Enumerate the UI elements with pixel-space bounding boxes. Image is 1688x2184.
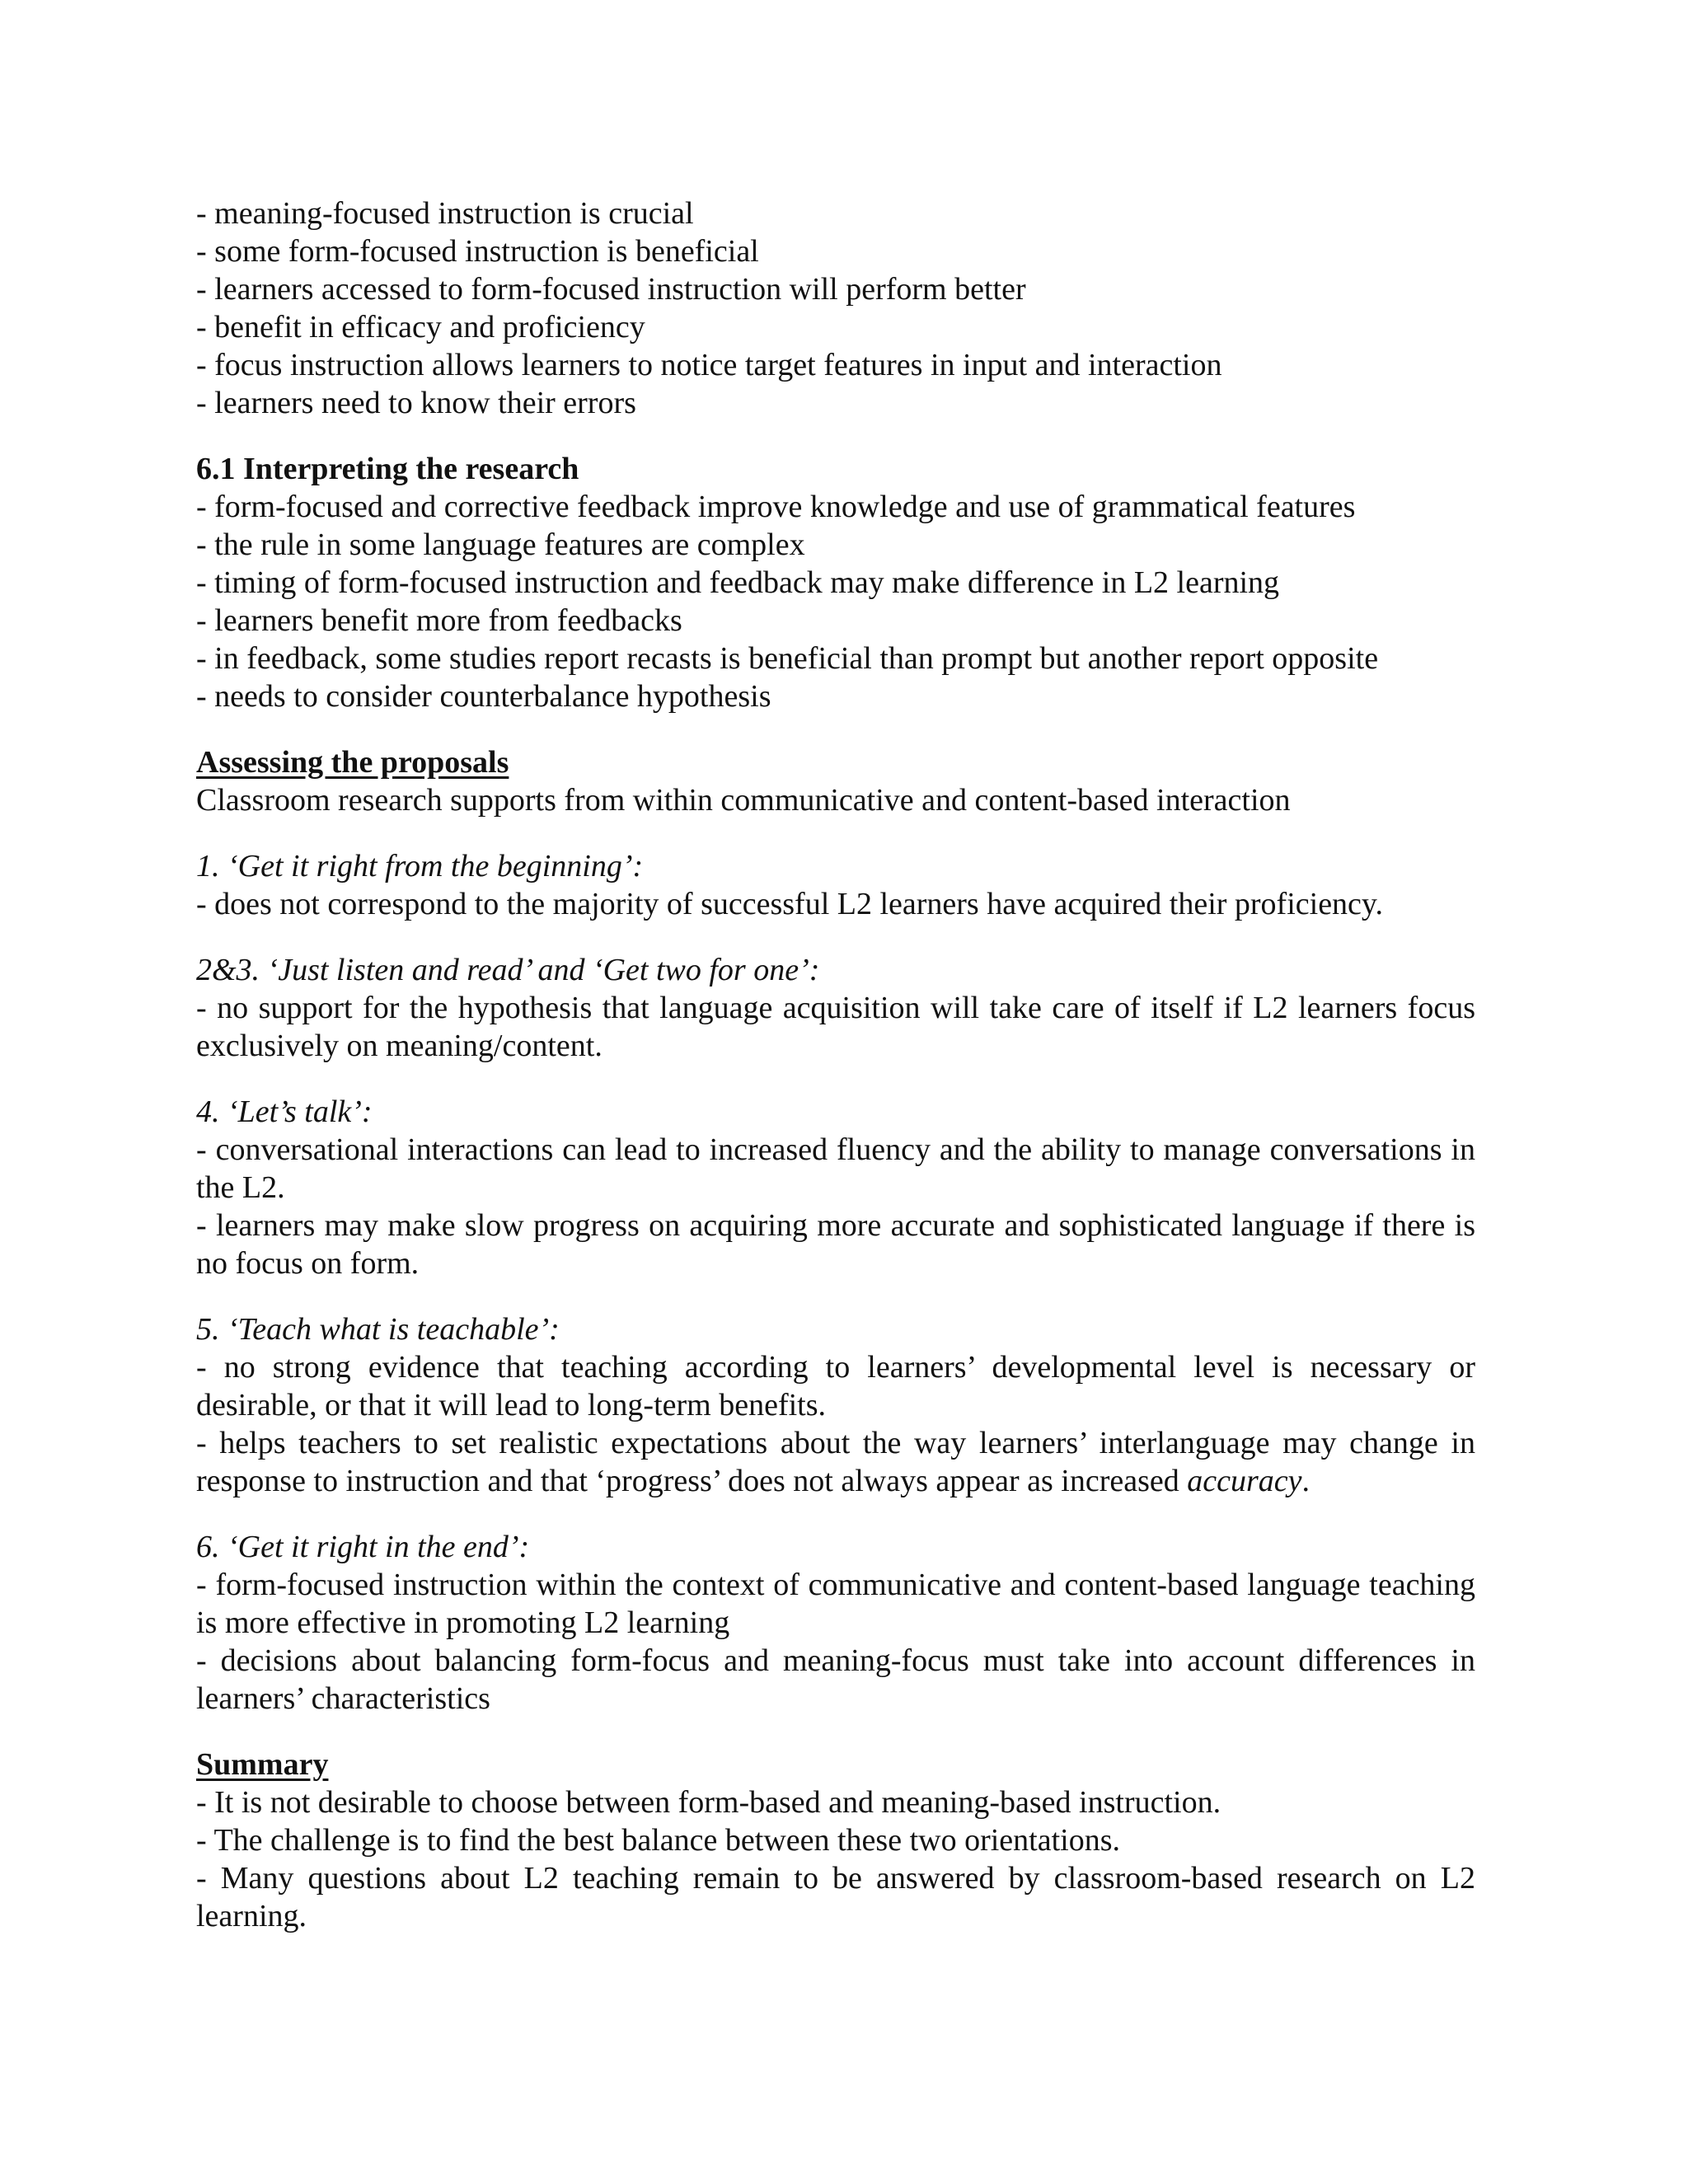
proposal-point: - form-focused instruction within the context of communicative and content-based language teaching is more effective in promoting L2 learning xyxy=(196,1568,1475,1640)
proposal-6 xyxy=(196,1528,1475,1718)
list-item: - The challenge is to find the best balance between these two orientations. xyxy=(196,1823,1120,1858)
list-item: - needs to consider counterbalance hypothesis xyxy=(196,679,771,714)
section-6-1 xyxy=(196,450,1475,715)
section-heading: Assessing the proposals xyxy=(196,745,509,780)
list-item: - in feedback, some studies report recasts is beneficial than prompt but another report opposite xyxy=(196,641,1379,676)
list-item: - benefit in efficacy and proficiency xyxy=(196,310,645,344)
list-item: - learners need to know their errors xyxy=(196,386,636,420)
list-item: - some form-focused instruction is beneficial xyxy=(196,234,759,269)
proposal-4 xyxy=(196,1093,1475,1282)
document-page xyxy=(196,194,1475,1935)
proposal-title: 5. ‘Teach what is teachable’: xyxy=(196,1312,560,1347)
list-item: - the rule in some language features are complex xyxy=(196,527,805,562)
proposal-point: - decisions about balancing form-focus and meaning-focus must take into account differences in learners’ characteristics xyxy=(196,1643,1475,1716)
proposal-point: - does not correspond to the majority of successful L2 learners have acquired their proficiency. xyxy=(196,887,1383,921)
proposal-point: - no support for the hypothesis that language acquisition will take care of itself if L2 learners focus exclusively on meaning/content. xyxy=(196,991,1475,1063)
list-item: - learners accessed to form-focused instruction will perform better xyxy=(196,272,1026,307)
proposal-1 xyxy=(196,847,1475,923)
list-item: - Many questions about L2 teaching remain to be answered by classroom-based research on L2 learning. xyxy=(196,1861,1475,1933)
list-item: - timing of form-focused instruction and feedback may make difference in L2 learning xyxy=(196,565,1280,600)
proposal-5 xyxy=(196,1310,1475,1500)
list-item: - It is not desirable to choose between form-based and meaning-based instruction. xyxy=(196,1785,1221,1820)
proposal-title: 6. ‘Get it right in the end’: xyxy=(196,1530,530,1564)
proposal-point xyxy=(196,1424,1475,1500)
assessing-section xyxy=(196,743,1475,1718)
proposal-point: - conversational interactions can lead to increased fluency and the ability to manage conversations in the L2. xyxy=(196,1132,1475,1205)
list-item: - meaning-focused instruction is crucial xyxy=(196,196,694,231)
list-item: - focus instruction allows learners to notice target features in input and interaction xyxy=(196,348,1222,382)
section-intro: Classroom research supports from within communicative and content-based interaction xyxy=(196,783,1291,818)
proposal-title: 1. ‘Get it right from the beginning’: xyxy=(196,849,644,883)
list-item: - form-focused and corrective feedback improve knowledge and use of grammatical features xyxy=(196,490,1356,524)
proposal-point: - learners may make slow progress on acquiring more accurate and sophisticated language if there is no focus on form. xyxy=(196,1208,1475,1281)
proposal-title: 4. ‘Let’s talk’: xyxy=(196,1094,373,1129)
section-heading: 6.1 Interpreting the research xyxy=(196,452,579,486)
intro-list xyxy=(196,194,1475,422)
section-heading: Summary xyxy=(196,1747,329,1782)
summary-section xyxy=(196,1746,1475,1935)
proposal-title: 2&3. ‘Just listen and read’ and ‘Get two for one’: xyxy=(196,953,820,987)
emphasis-accuracy: accuracy xyxy=(1187,1464,1302,1498)
proposal-point-text: - helps teachers to set realistic expectations about the way learners’ interlanguage may change in response to instruction and that ‘progress’ does not always appear as increased xyxy=(196,1426,1475,1498)
proposal-point-end: . xyxy=(1301,1464,1311,1498)
proposal-2-3 xyxy=(196,951,1475,1065)
proposal-point: - no strong evidence that teaching according to learners’ developmental level is necessary or desirable, or that it will lead to long-term benefits. xyxy=(196,1350,1475,1422)
list-item: - learners benefit more from feedbacks xyxy=(196,603,682,638)
